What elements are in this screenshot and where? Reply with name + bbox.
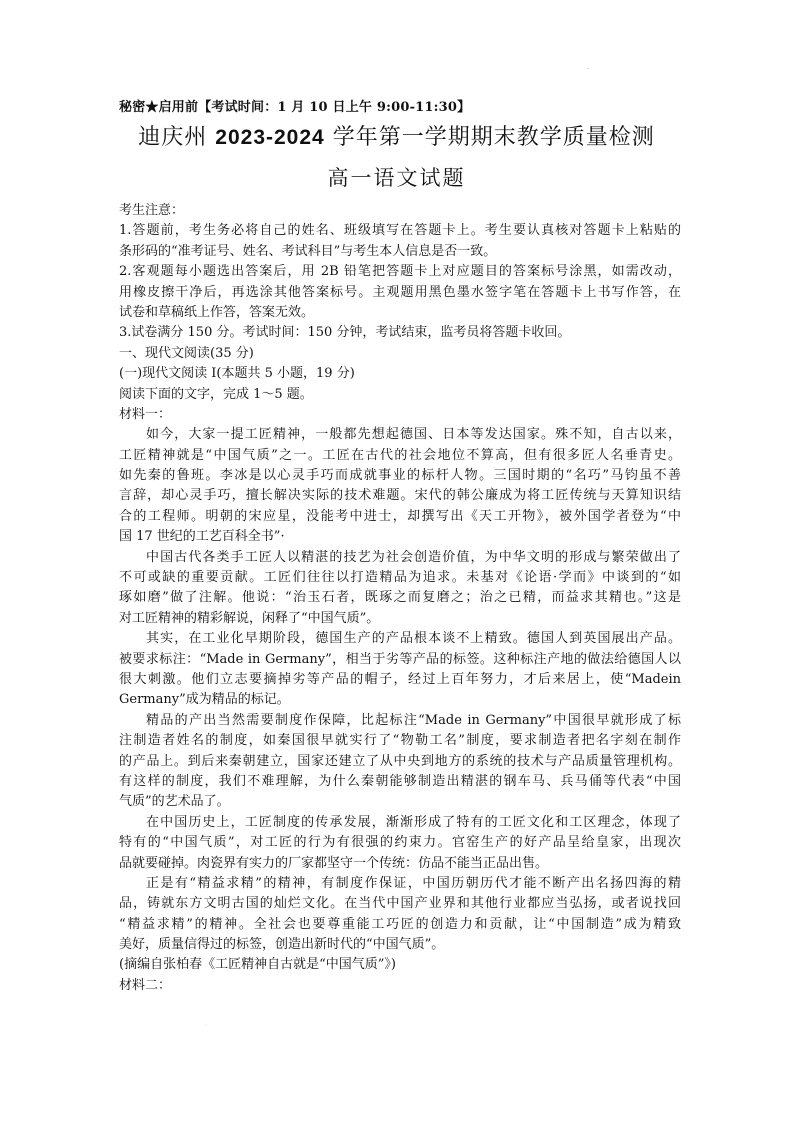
paragraph-5-line: 品就要碰掉。肉瓷界有实力的厂家都坚守一个传统：仿品不能当正品出售。 — [119, 855, 549, 871]
paragraph-4-line: 精品的产出当然需要制度作保障，比起标注“Made in Germany”中国很早就形成了标 — [146, 712, 681, 728]
source-citation: (摘编自张柏春《工匠精神自古就是“中国气质”》) — [119, 957, 396, 973]
notice-item-2-line-1: 2.客观题每小题选出答案后，用 2B 铅笔把答题卡上对应题目的答案标号涂黑，如需改动， — [119, 264, 681, 280]
paragraph-1-line: 言辞，却心灵手巧，擅长解决实际的技术难题。宋代的韩公廉成为将工匠传统与天算知识结 — [119, 488, 681, 504]
paragraph-2-line: 中国古代各类手工匠人以精湛的技艺为社会创造价值，为中华文明的形成与繁荣做出了 — [146, 549, 681, 565]
paragraph-6-line: “精益求精”的精神。全社会也要尊重能工巧匠的创造力和贡献，让“中国制造”成为精致 — [119, 916, 681, 932]
paragraph-4-line: 气质”的艺术品了。 — [119, 794, 230, 810]
paragraph-6-line: 正是有“精益求精”的精神，有制度作保证，中国历朝历代才能不断产出名扬四海的精 — [146, 875, 681, 891]
paragraph-3-line: 很大刺激。他们立志要摘掉劣等产品的帽子，经过上百年努力，才后来居上，使“Madein — [119, 671, 681, 687]
notice-item-1-line-1: 1.答题前，考生务必将自己的姓名、班级填写在答题卡上。考生要认真核对答题卡上粘贴的 — [119, 223, 681, 239]
paragraph-1-line: 合的工程师。明朝的宋应星，没能考中进士，却撰写出《天工开物》，被外国学者登为“中 — [119, 508, 681, 524]
paragraph-1-line: 如今，大家一提工匠精神，一般都先想起德国、日本等发达国家。殊不知，自古以来， — [146, 427, 681, 443]
page-title — [0, 120, 793, 151]
subsection-heading: (一)现代文阅读 I(本题共 5 小题，19 分) — [119, 366, 355, 382]
paragraph-3-line: Germany”成为精品的标记。 — [119, 692, 290, 708]
material-2-label: 材料二： — [119, 977, 172, 993]
paragraph-1-line: 国 17 世纪的工艺百科全书”· — [119, 529, 285, 545]
paragraph-5-line: 在中国历史上，工匠制度的传承发展，渐渐形成了特有的工匠文化和工区理念，体现了 — [146, 814, 681, 830]
paragraph-4-line: 的产品上。到后来秦朝建立，国家还建立了从中央到地方的系统的技术与产品质量管理机构。 — [119, 753, 681, 769]
title-suffix: 学年第一学期期末教学质量检测 — [324, 125, 655, 150]
scan-mark: · — [587, 66, 589, 73]
paragraph-2-line: 不可或缺的重要贡献。工匠们往往以打造精品为追求。未基对《论语·学而》中谈到的“如 — [119, 570, 681, 586]
paragraph-3-line: 其实，在工业化早期阶段，德国生产的产品根本谈不上精致。德国人到英国展出产品。 — [146, 631, 681, 647]
paragraph-6-line: 品，铸就东方文明古国的灿烂文化。在当代中国产业界和其他行业都应当弘扬，或者说找回 — [119, 896, 681, 912]
scan-mark: · — [205, 1022, 207, 1028]
notice-item-1-line-2: 条形码的“准考证号、姓名、考试科目”与考生本人信息是否一致。 — [119, 243, 497, 259]
page-subtitle: 高一语文试题 — [327, 166, 466, 190]
notice-item-3: 3.试卷满分 150 分。考试时间：150 分钟，考试结束，监考员将答题卡收回。 — [119, 325, 571, 341]
paragraph-1-line: 如先秦的鲁班。李冰是以心灵手巧而成就事业的标杆人物。三国时期的“名巧”马钧虽不善 — [119, 468, 681, 484]
paragraph-2-line: 对工匠精神的精彩解说，闲释了“中国气质”。 — [119, 610, 380, 626]
confidential-exam-time: 秘密★启用前【考试时间：1 月 10 日上午 9:00-11:30】 — [119, 100, 471, 115]
paragraph-4-line: 注制造者姓名的制度，如秦国很早就实行了“物勒工名”制度，要求制造者把名字刻在制作 — [119, 733, 681, 749]
paragraph-6-line: 美好，质量信得过的标签，创造出新时代的“中国气质”。 — [119, 937, 445, 953]
exam-body — [119, 201, 681, 996]
paragraph-3-line: 被要求标注：“Made in Germany”，相当于劣等产品的标签。这种标注产地的做法给德国人以 — [119, 651, 681, 667]
paragraph-2-line: 琢如磨”做了注解。他说：“治玉石者，既琢之而复磨之；治之已精，而益求其精也。”这是 — [119, 590, 681, 606]
paragraph-5-line: 特有的“中国气质”，对工匠的行为有很强的约束力。官窑生产的好产品呈给皇家，出现次 — [119, 835, 681, 851]
material-1-label: 材料一： — [119, 406, 172, 422]
notice-item-2-line-2: 用橡皮擦干净后，再选涂其他答案标号。主观题用黑色墨水签字笔在答题卡上书写作答，在 — [119, 284, 681, 300]
title-prefix: 迪庆州 — [138, 125, 216, 150]
title-year: 2023-2024 — [215, 126, 325, 149]
reading-instruction: 阅读下面的文字，完成 1～5 题。 — [119, 386, 313, 402]
notice-heading: 考生注意： — [119, 203, 185, 218]
notice-item-2-line-3: 试卷和草稿纸上作答，答案无效。 — [119, 304, 315, 320]
section-heading: 一、现代文阅读(35 分) — [119, 345, 254, 361]
paragraph-4-line: 有这样的制度，我们不难理解，为什么秦朝能够制造出精湛的钢车马、兵马俑等代表“中国 — [119, 773, 681, 789]
paragraph-1-line: 工匠精神就是“中国气质”之一。工匠在古代的社会地位不算高，但有很多匠人名垂青史。 — [119, 447, 681, 463]
